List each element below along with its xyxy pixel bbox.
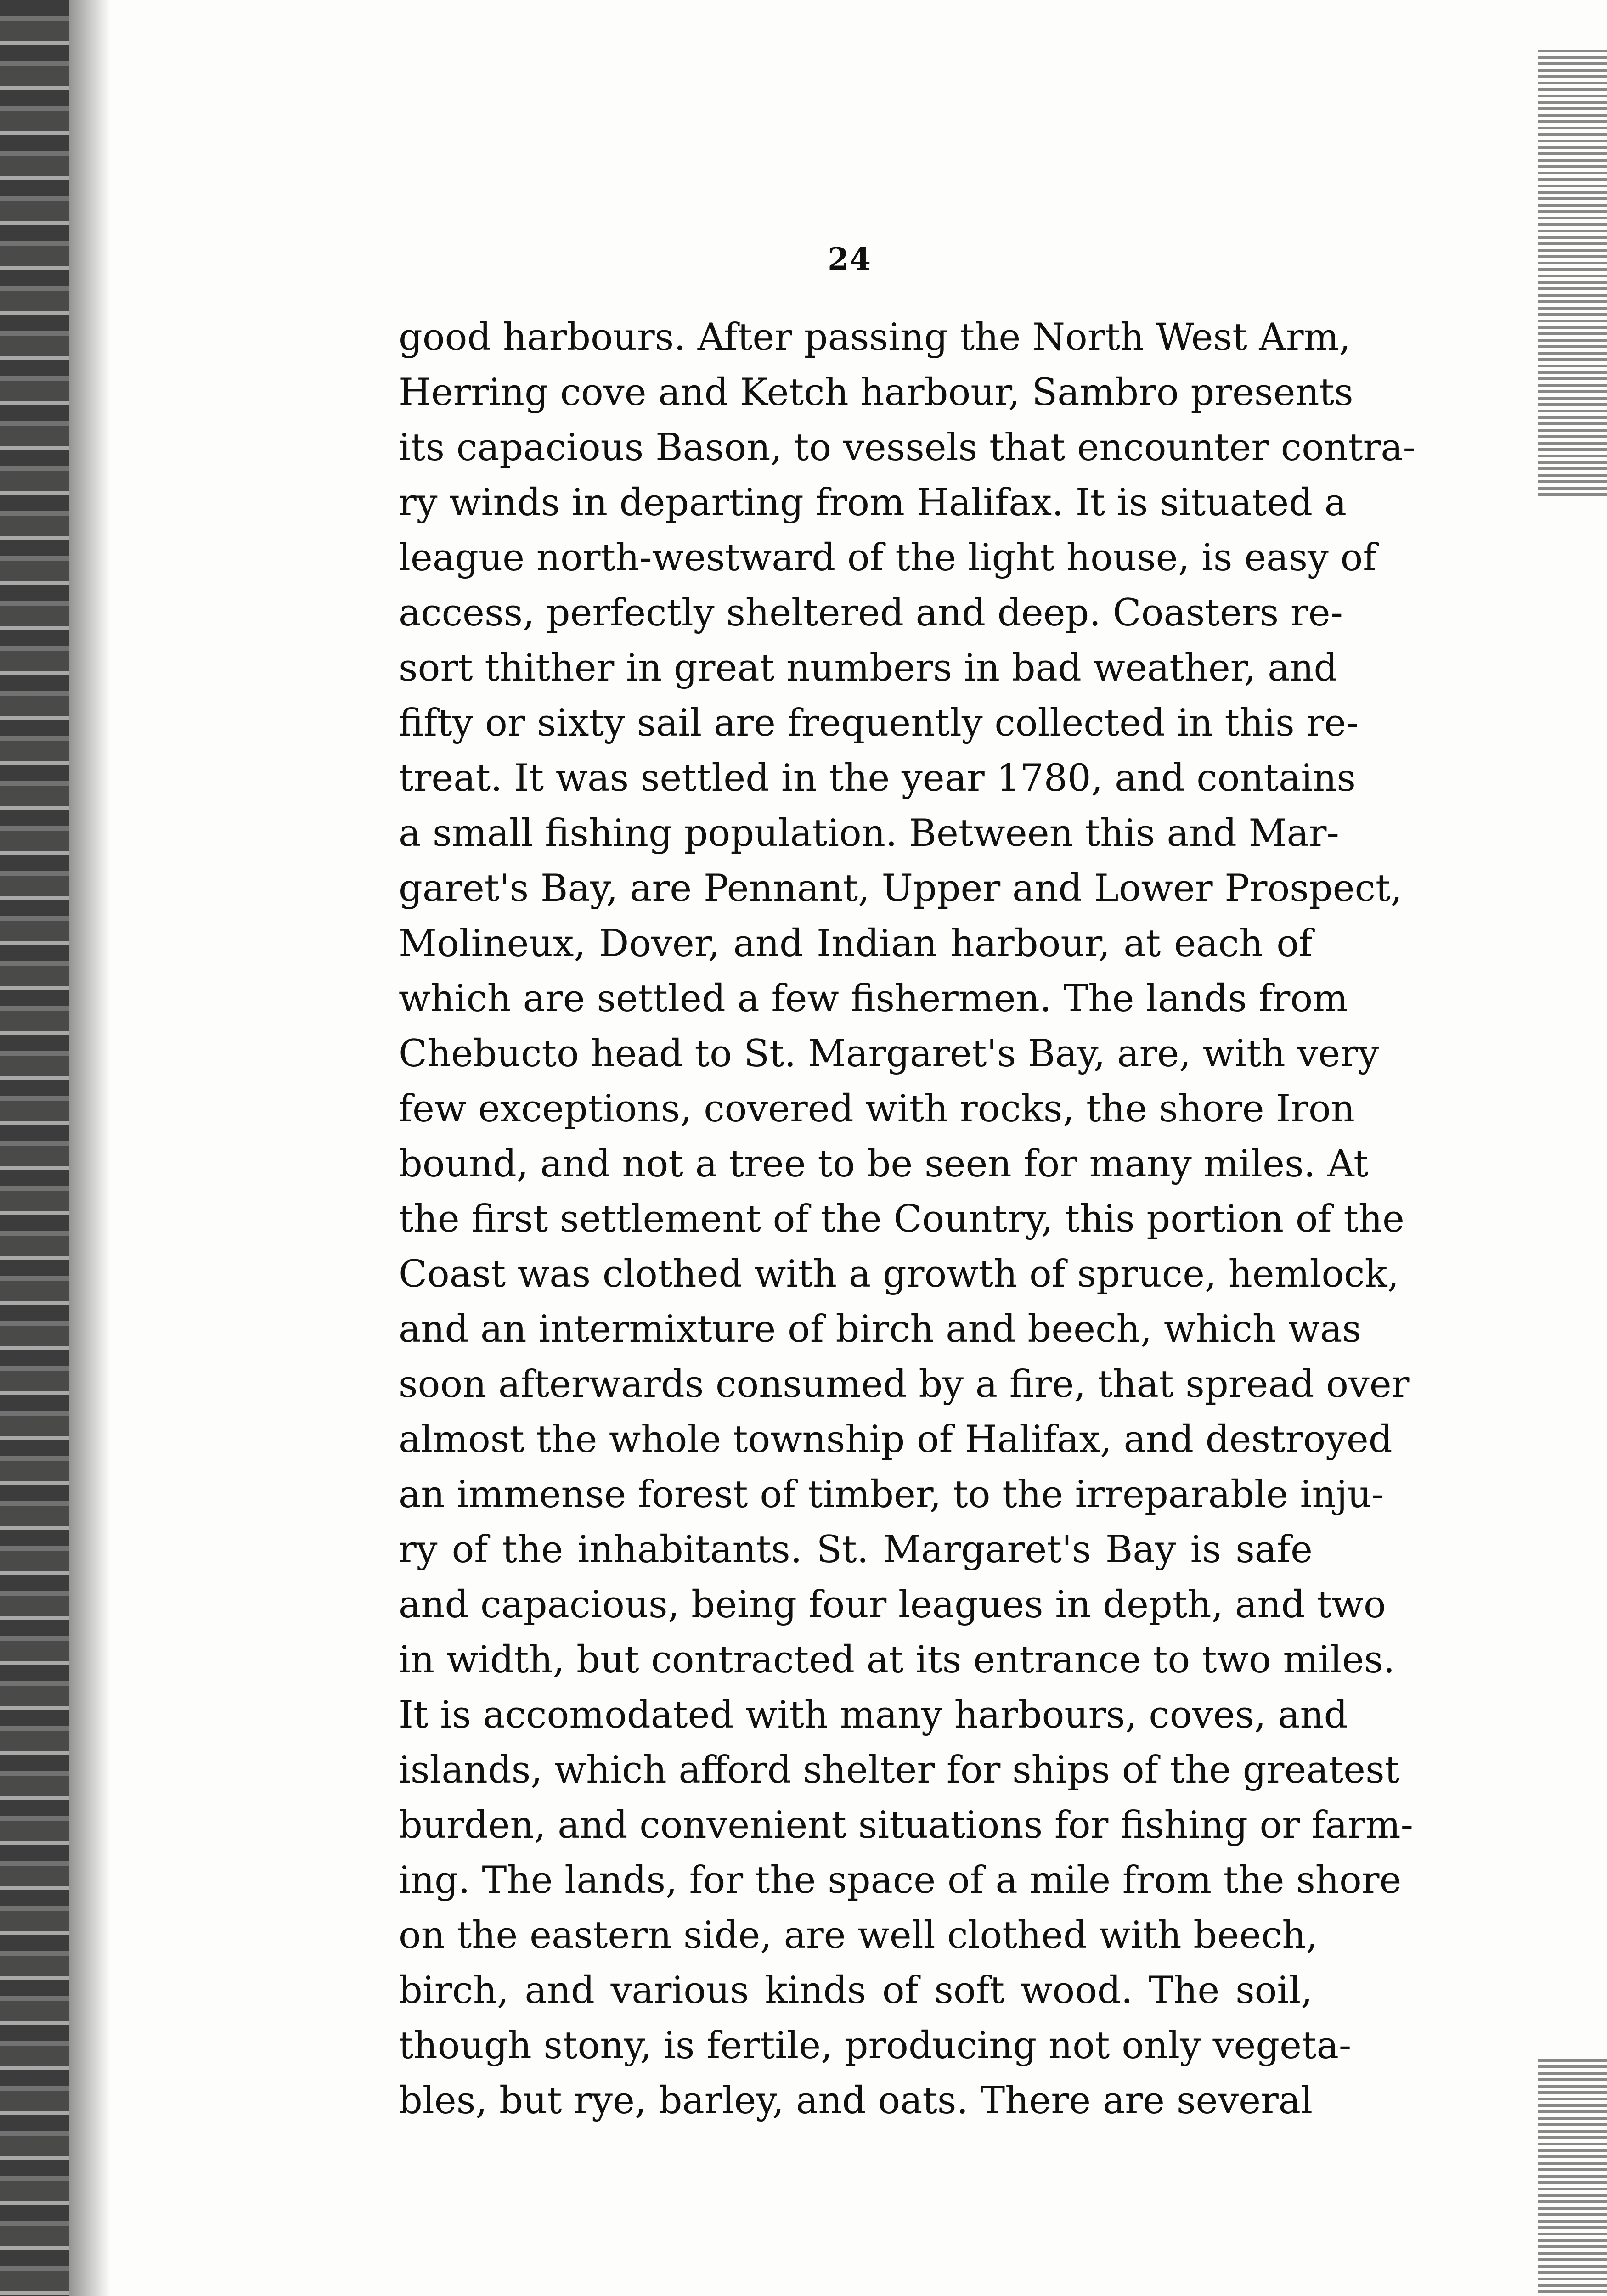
text-line: garet's Bay, are Pennant, Upper and Lower Prospect, xyxy=(399,867,1403,910)
text-line: good harbours. After passing the North West Arm, xyxy=(399,316,1351,359)
binding-fade xyxy=(69,0,110,2296)
text-line: and an intermixture of birch and beech, which was xyxy=(399,1308,1361,1351)
text-line: ry of the inhabitants. St. Margaret's Bay is safe xyxy=(399,1528,1313,1571)
text-line: sort thither in great numbers in bad weather, and xyxy=(399,647,1338,690)
binding-shadow xyxy=(0,0,69,2296)
text-line: on the eastern side, are well clothed with beech, xyxy=(399,1914,1318,1957)
text-line: Molineux, Dover, and Indian harbour, at each of xyxy=(399,922,1313,965)
text-line: an immense forest of timber, to the irreparable inju- xyxy=(399,1473,1384,1516)
text-line: islands, which afford shelter for ships of the greatest xyxy=(399,1749,1400,1792)
text-line: birch, and various kinds of soft wood. The soil, xyxy=(399,1969,1313,2012)
text-line: ry winds in departing from Halifax. It is situated a xyxy=(399,481,1347,524)
text-line: bound, and not a tree to be seen for many miles. At xyxy=(399,1142,1369,1186)
edge-speckle-bottom xyxy=(1538,2057,1607,2296)
text-line: few exceptions, covered with rocks, the shore Iron xyxy=(399,1087,1355,1131)
text-line: the first settlement of the Country, this portion of the xyxy=(399,1198,1404,1241)
text-line: soon afterwards consumed by a fire, that spread over xyxy=(399,1363,1410,1406)
text-line: almost the whole township of Halifax, and destroyed xyxy=(399,1418,1393,1461)
text-line: and capacious, being four leagues in depth, and two xyxy=(399,1583,1386,1626)
text-line: which are settled a few fishermen. The lands from xyxy=(399,977,1348,1020)
text-line: bles, but rye, barley, and oats. There are several xyxy=(399,2079,1313,2122)
text-line: access, perfectly sheltered and deep. Coasters re- xyxy=(399,591,1343,635)
text-line: Herring cove and Ketch harbour, Sambro presents xyxy=(399,371,1353,414)
text-line: burden, and convenient situations for fishing or farm- xyxy=(399,1804,1413,1847)
text-line: league north-westward of the light house, is easy of xyxy=(399,536,1377,580)
text-line: Chebucto head to St. Margaret's Bay, are, with very xyxy=(399,1032,1379,1075)
text-line: ing. The lands, for the space of a mile from the shore xyxy=(399,1859,1402,1902)
text-line: Coast was clothed with a growth of spruce, hemlock, xyxy=(399,1253,1399,1296)
text-line: treat. It was settled in the year 1780, and contains xyxy=(399,757,1356,800)
text-line: It is accomodated with many harbours, coves, and xyxy=(399,1694,1348,1737)
text-line: in width, but contracted at its entrance to two miles. xyxy=(399,1638,1395,1682)
edge-speckle-top xyxy=(1538,46,1607,496)
body-text xyxy=(399,310,1416,2128)
text-line: its capacious Bason, to vessels that encounter contra- xyxy=(399,426,1416,469)
page-number: 24 xyxy=(828,241,872,277)
text-line: though stony, is fertile, producing not only vegeta- xyxy=(399,2024,1352,2067)
text-line: fifty or sixty sail are frequently collected in this re- xyxy=(399,702,1359,745)
text-line: a small fishing population. Between this and Mar- xyxy=(399,812,1339,855)
